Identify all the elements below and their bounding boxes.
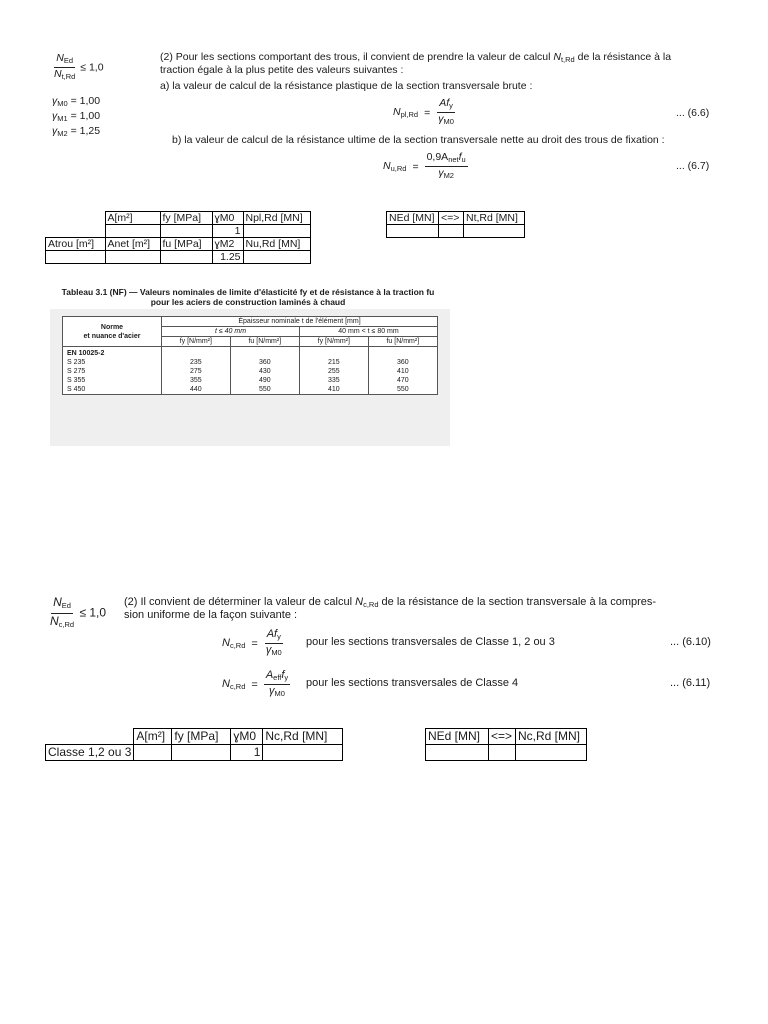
nc-rd-result-cell[interactable] — [263, 745, 343, 761]
nu-rd-header: Nu,Rd [MN] — [243, 238, 310, 251]
area-header: A[m²] — [105, 212, 160, 225]
criterion-numerator-sub: Ed — [63, 56, 74, 65]
steel-col-norme: Norme et nuance d'acier — [63, 317, 162, 347]
npl-rd-result-cell[interactable] — [243, 225, 310, 238]
equation-6-6: $N_{pl,Rd}$ = $\frac{Af_y}{\gamma_{M0}}$ — [393, 97, 454, 126]
compression-check-table — [425, 728, 587, 761]
nc-rd-check-result-cell[interactable] — [516, 745, 587, 761]
steel-sub-header: fu [N/mm²] — [230, 337, 299, 347]
section2-paragraph: (2) Il convient de déterminer la valeur de calcul $N_{c,Rd}$ de la résistance de la section transversale à la compres- — [124, 596, 657, 609]
compare-result-cell[interactable] — [489, 745, 516, 761]
fu-input-cell[interactable] — [160, 251, 212, 264]
npl-rd-header: Npl,Rd [MN] — [243, 212, 310, 225]
steel-row-s235: S 235 235 360 215 360 — [63, 358, 438, 367]
atrou-input-cell[interactable] — [46, 251, 106, 264]
criterion-numerator: N — [56, 52, 64, 64]
calc-cell — [46, 212, 106, 225]
fu-header: fu [MPa] — [160, 238, 212, 251]
section1-paragraph-line2: traction égale à la plus petite des valeurs suivantes : — [160, 64, 404, 76]
gamma-m0: $\gamma_{M0} = 1,00$ — [52, 95, 101, 108]
compare-result-cell[interactable] — [439, 225, 464, 238]
fy-header: fy [MPa] — [172, 729, 231, 745]
steel-row-s275: S 275 275 430 255 410 — [63, 367, 438, 376]
steel-col-thickness: Épaisseur nominale t de l'élément [mm] — [162, 317, 438, 327]
compare-header: <=> — [489, 729, 516, 745]
area-header: A[m²] — [134, 729, 172, 745]
gamma-m0-header: ɣM0 — [231, 729, 263, 745]
tension-calc-table — [45, 211, 311, 264]
calc-cell — [46, 729, 134, 745]
criterion-relation: ≤ 1,0 — [80, 61, 104, 74]
anet-header: Anet [m²] — [105, 238, 160, 251]
steel-range-1: t ≤ 40 mm — [162, 327, 300, 337]
gamma-m0-header: ɣM0 — [212, 212, 243, 225]
steel-standard: EN 10025-2 — [63, 347, 162, 359]
equation-6-7: $N_{u,Rd}$ = $\frac{0,9A_{net}f_u}{\gamma_{M2}}$ — [383, 151, 466, 180]
compare-header: <=> — [439, 212, 464, 225]
item-b-text: b) la valeur de calcul de la résistance ultime de la section transversale nette au droit des trous de fixation : — [172, 134, 665, 146]
gamma-factors — [52, 95, 100, 140]
equation-6-10-description: pour les sections transversales de Classe 1, 2 ou 3 — [306, 636, 555, 648]
compression-criterion — [48, 595, 106, 632]
area-input-cell[interactable] — [134, 745, 172, 761]
gamma-m0-value[interactable]: 1 — [212, 225, 243, 238]
fy-header: fy [MPa] — [160, 212, 212, 225]
area-input-cell[interactable] — [105, 225, 160, 238]
compression-calc-table — [45, 728, 343, 761]
criterion-denominator-sub: t,Rd — [61, 72, 76, 81]
criterion-relation: ≤ 1,0 — [79, 605, 107, 620]
ned-input-cell[interactable] — [426, 745, 489, 761]
anet-input-cell[interactable] — [105, 251, 160, 264]
steel-sub-header: fy [N/mm²] — [162, 337, 231, 347]
item-a-text: a) la valeur de calcul de la résistance plastique de la section transversale brute : — [160, 80, 533, 92]
nt-rd-result-cell[interactable] — [464, 225, 525, 238]
nc-rd-header: Nc,Rd [MN] — [263, 729, 343, 745]
steel-properties-table — [62, 316, 438, 395]
tension-criterion — [52, 52, 104, 83]
calc-cell — [46, 225, 106, 238]
fy-input-cell[interactable] — [160, 225, 212, 238]
steel-sub-header: fu [N/mm²] — [368, 337, 437, 347]
equation-ref-6-10: ... (6.10) — [670, 636, 711, 648]
steel-table-image — [50, 309, 450, 446]
atrou-header: Atrou [m²] — [46, 238, 106, 251]
criterion-denominator: N — [50, 614, 59, 628]
section1-paragraph: (2) Pour les sections comportant des trous, il convient de prendre la valeur de calcul $N_{t,Rd}$ de la résistance à la — [160, 51, 672, 64]
equation-6-10: $N_{c,Rd}$ = $\frac{Af_y}{\gamma_{M0}}$ — [222, 628, 282, 657]
criterion-numerator: N — [53, 595, 62, 609]
steel-sub-header: fy [N/mm²] — [299, 337, 368, 347]
nu-rd-result-cell[interactable] — [243, 251, 310, 264]
equation-ref-6-6: ... (6.6) — [676, 107, 710, 119]
criterion-numerator-sub: Ed — [61, 601, 71, 610]
equation-ref-6-11: ... (6.11) — [670, 677, 711, 689]
ned-header: NEd [MN] — [426, 729, 489, 745]
gamma-m0-value[interactable]: 1 — [231, 745, 263, 761]
equation-6-11: $N_{c,Rd}$ = $\frac{A_{eff}f_y}{\gamma_{M0}}$ — [222, 669, 289, 698]
gamma-m2: $\gamma_{M2} = 1,25$ — [52, 125, 101, 138]
steel-row-s355: S 355 355 490 335 470 — [63, 376, 438, 385]
class-label-cell: Classe 1,2 ou 3 — [46, 745, 134, 761]
steel-table-title: Tableau 3.1 (NF) — Valeurs nominales de limite d'élasticité fy et de résistance à la traction fu pour les aciers de construction laminés à chaud — [61, 287, 435, 307]
steel-row-s450: S 450 440 550 410 550 — [63, 385, 438, 395]
nc-rd-check-header: Nc,Rd [MN] — [516, 729, 587, 745]
equation-ref-6-7: ... (6.7) — [676, 160, 710, 172]
criterion-denominator-sub: c,Rd — [58, 620, 75, 629]
section2-paragraph-line2: sion uniforme de la façon suivante : — [124, 609, 298, 621]
steel-range-2: 40 mm < t ≤ 80 mm — [299, 327, 437, 337]
equation-6-11-description: pour les sections transversales de Classe 4 — [306, 677, 519, 689]
ned-header: NEd [MN] — [387, 212, 439, 225]
fy-input-cell[interactable] — [172, 745, 231, 761]
criterion-denominator: N — [54, 68, 62, 80]
nt-rd-header: Nt,Rd [MN] — [464, 212, 525, 225]
gamma-m2-header: ɣM2 — [212, 238, 243, 251]
ned-input-cell[interactable] — [387, 225, 439, 238]
tension-check-table — [386, 211, 525, 238]
gamma-m1: $\gamma_{M1} = 1,00$ — [52, 110, 101, 123]
gamma-m2-value[interactable]: 1.25 — [212, 251, 243, 264]
